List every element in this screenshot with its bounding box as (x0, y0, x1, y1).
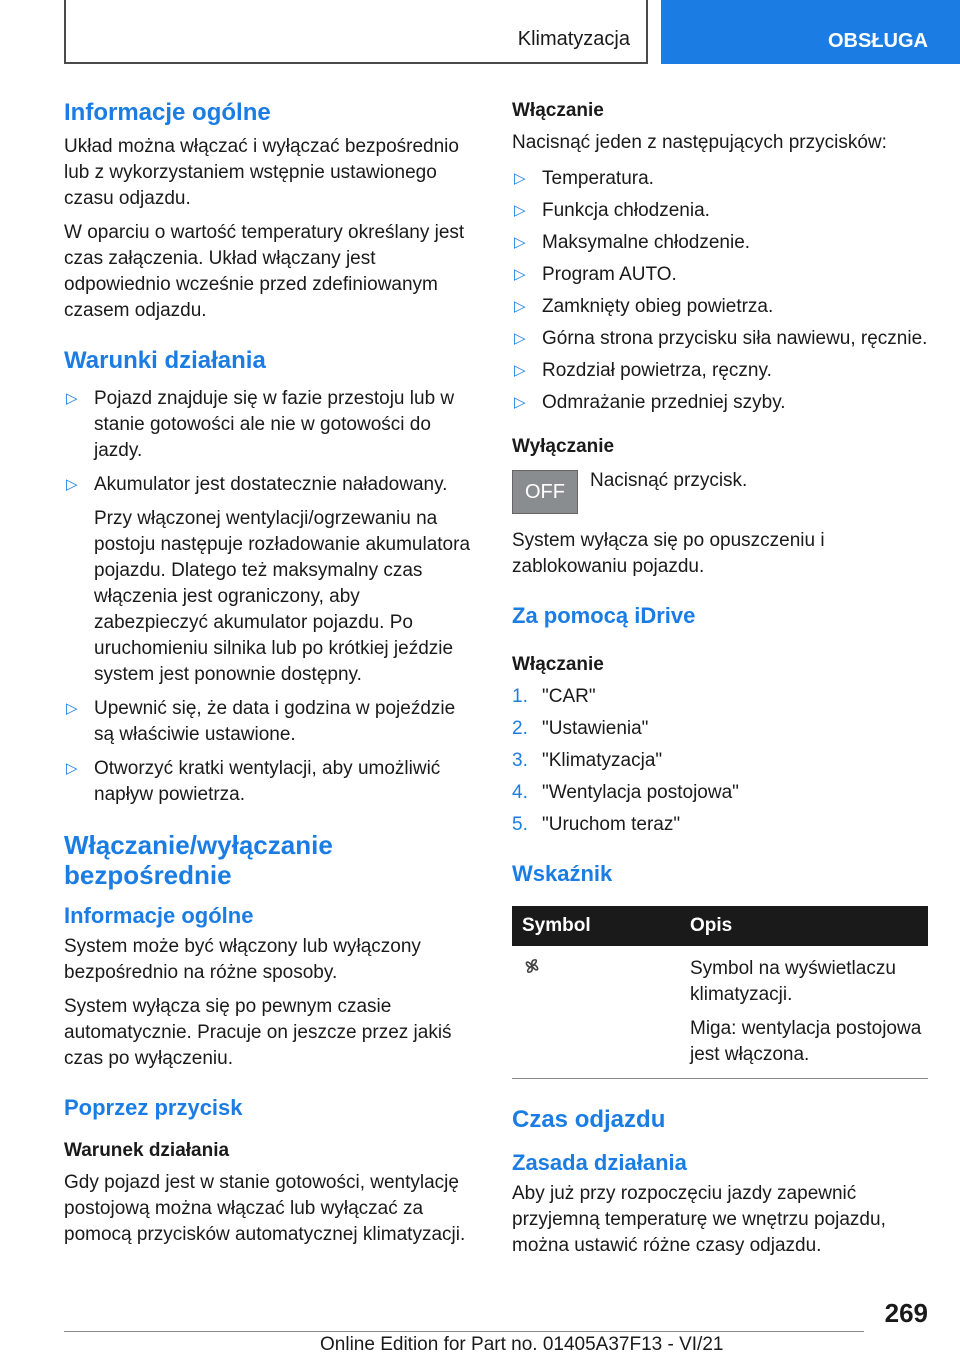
list-item: ▷ Zamknięty obieg powietrza. (512, 294, 928, 320)
paragraph-switch-on: Nacisnąć jeden z następujących przycisków: (512, 132, 887, 153)
description-line-2: Miga: wentylacja postojowa jest włączona. (690, 1018, 922, 1065)
bullet-triangle-icon: ▷ (514, 330, 526, 347)
paragraph-direct-2: System wyłącza się po pewnym czasie automatycznie. Pracuje on jeszcze przez jakiś czas po wyłączeniu. (64, 996, 452, 1069)
page-number: 269 (884, 1298, 928, 1328)
heading-general-info: Informacje ogólne (64, 99, 271, 126)
table-row (512, 946, 928, 1079)
list-item: ▷ Odmrażanie przedniej szyby. (512, 390, 928, 416)
footer-divider (64, 1331, 864, 1332)
list-item: ▷ Rozdział powietrza, ręczny. (512, 358, 928, 384)
heading-switch-off: Wyłączanie (512, 436, 615, 457)
paragraph-direct-1: System może być włączony lub wyłączony bezpośrednio na różne sposoby. (64, 936, 421, 983)
list-item: 3. "Klimatyzacja" (512, 750, 663, 771)
list-item: ▷ Akumulator jest dostatecznie naładowany. Przy włączonej wentylacji/ogrzewaniu na postoju następuje rozładowanie akumulatora pojazdu. Dlatego też maksymalny czas włączenia jest ograniczony, aby zabezpieczyć akumulator pojazdu. Po uruchomieniu silnika lub po krótkiej jeździe system jest ponownie dostępny. (64, 472, 478, 688)
list-item: ▷ Upewnić się, że data i godzina w pojeździe są właściwie ustawione. (66, 698, 456, 745)
paragraph-condition: Gdy pojazd jest w stanie gotowości, wentylację postojową można włączać lub wyłączać za pomocą przycisków automatycznej klimatyzacji. (64, 1172, 466, 1245)
heading-operating-conditions: Warunki działania (64, 347, 266, 374)
bullet-triangle-icon: ▷ (514, 170, 526, 187)
indicator-table (512, 906, 928, 1079)
heading-direct-general-info: Informacje ogólne (64, 903, 254, 928)
heading-switch-on: Włączanie (512, 100, 604, 121)
bullet-triangle-icon: ▷ (514, 234, 526, 251)
list-item: ▷ Program AUTO. (512, 262, 928, 288)
paragraph-operating-principle: Aby już przy rozpoczęciu jazdy zapewnić przyjemną temperaturę we wnętrzu pojazdu, można ustawić różne czasy odjazdu. (512, 1183, 886, 1256)
list-item: ▷ Funkcja chłodzenia. (512, 198, 928, 224)
left-column (64, 98, 478, 1248)
bullet-triangle-icon: ▷ (514, 362, 526, 379)
list-item: ▷ Górna strona przycisku siła nawiewu, ręcznie. (512, 326, 928, 352)
bullet-triangle-icon: ▷ (514, 394, 526, 411)
header-frame (64, 0, 648, 64)
off-button-row (512, 468, 928, 514)
bullet-triangle-icon: ▷ (66, 760, 78, 777)
list-item: 4. "Wentylacja postojowa" (512, 782, 739, 803)
right-column (512, 98, 928, 1259)
bullet-triangle-icon: ▷ (66, 700, 78, 717)
bullet-triangle-icon: ▷ (514, 266, 526, 283)
paragraph-general-info-1: Układ można włączać i wyłączać bezpośrednio lub z wykorzystaniem wstępnie ustawionego czasu odjazdu. (64, 136, 459, 209)
off-button: OFF (512, 470, 578, 514)
table-cell-description (680, 946, 928, 1079)
table-cell-symbol (512, 946, 680, 1079)
list-item: 2. "Ustawienia" (512, 718, 649, 739)
bullet-triangle-icon: ▷ (66, 390, 78, 407)
paragraph-general-info-2: W oparciu o wartość temperatury określany jest czas załączenia. Układ włączany jest odpowiednio wcześnie przed zdefiniowanym czasem odjazdu. (64, 222, 465, 321)
table-header-symbol: Symbol (512, 906, 680, 946)
heading-direct-switching: Włączanie/wyłączanie bezpośrednie (64, 830, 333, 890)
heading-operating-principle: Zasada działania (512, 1150, 687, 1175)
list-item: 5. "Uruchom teraz" (512, 814, 681, 835)
paragraph-press-button: Nacisnąć przycisk. (590, 470, 748, 491)
footer-edition: Online Edition for Part no. 01405A37F13 - VI/21 (320, 1334, 724, 1355)
fan-icon (522, 959, 542, 979)
bullet-triangle-icon: ▷ (66, 476, 78, 493)
list-item: 1. "CAR" (512, 686, 596, 707)
description-line-1: Symbol na wyświetlaczu klimatyzacji. (690, 958, 896, 1005)
bullet-triangle-icon: ▷ (514, 298, 526, 315)
heading-condition: Warunek działania (64, 1140, 230, 1161)
list-item: ▷ Temperatura. (512, 166, 928, 192)
paragraph-switch-off: System wyłącza się po opuszczeniu i zablokowaniu pojazdu. (512, 530, 825, 577)
list-item: ▷ Maksymalne chłodzenie. (512, 230, 928, 256)
heading-via-button: Poprzez przycisk (64, 1095, 243, 1120)
bullet-triangle-icon: ▷ (514, 202, 526, 219)
battery-note: Przy włączonej wentylacji/ogrzewaniu na postoju następuje rozładowanie akumulatora pojazdu. Dlatego też maksymalny czas włączenia jest ograniczony, aby zabezpieczyć akumulator pojazdu. Po uruchomieniu silnika lub po krótkiej jeździe system jest ponownie dostępny. (94, 508, 471, 685)
list-item: ▷ Otworzyć kratki wentylacji, aby umożliwić napływ powietrza. (66, 758, 441, 805)
heading-departure-time: Czas odjazdu (512, 1106, 666, 1133)
heading-via-idrive: Za pomocą iDrive (512, 603, 696, 628)
header-chapter-tab (661, 0, 960, 64)
heading-idrive-switch-on: Włączanie (512, 654, 604, 675)
table-header-description: Opis (680, 906, 928, 946)
header-section-title: Klimatyzacja (517, 28, 630, 50)
header-chapter-label: OBSŁUGA (828, 29, 928, 52)
list-item: ▷ Pojazd znajduje się w fazie przestoju lub w stanie gotowości ale nie w gotowości do jazdy. (66, 388, 455, 461)
heading-indicator: Wskaźnik (512, 861, 613, 886)
table-header-row (512, 906, 928, 946)
